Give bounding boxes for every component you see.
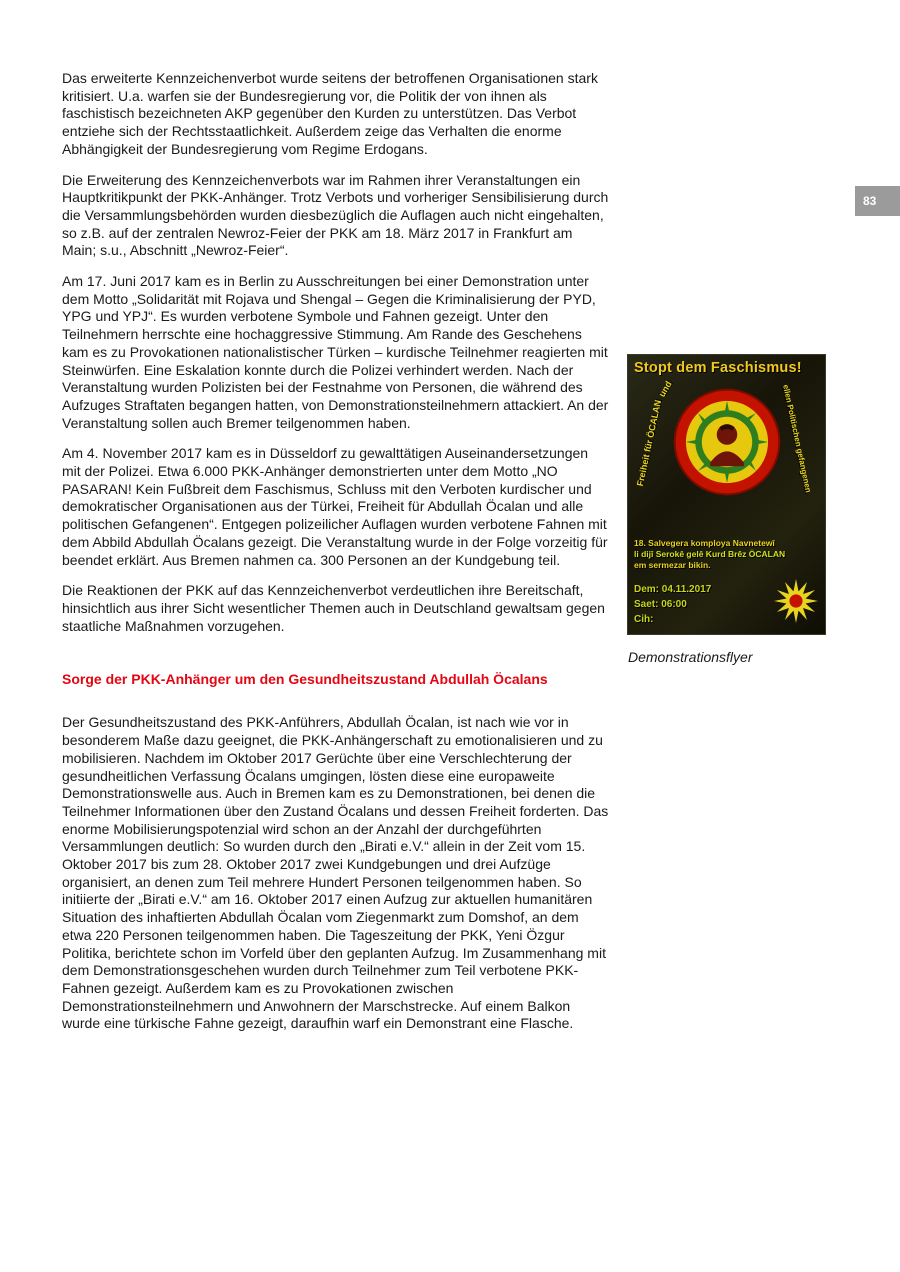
flyer-caption: Demonstrationsflyer	[628, 649, 753, 665]
flyer-title: Stopt dem Faschismus!	[634, 360, 802, 376]
flyer-text-line: em sermezar bikin.	[634, 560, 711, 570]
body-paragraph: Die Erweiterung des Kennzeichenverbots war im Rahmen ihrer Veranstaltungen ein Hauptkritikpunkt der PKK-Anhänger. Trotz Verbots und vorheriger Sensibilisierung durch die Versammlungsbehörden wurden diesbezüglich die Auflagen auch nicht eingehalten, so z.B. auf der zentralen Newroz-Feier der PKK am 18. März 2017 in Frankfurt am Main; s.u., Abschnitt „Newroz-Feier“.	[62, 171, 609, 259]
flyer-announcement-text	[634, 538, 785, 571]
flyer-text-line: 18. Salvegera komploya Navnetewî	[634, 538, 775, 548]
flyer-place: Cih:	[634, 614, 654, 625]
main-text-column	[62, 70, 610, 1046]
flyer-time: Saet: 06:00	[634, 599, 687, 610]
demonstration-flyer	[627, 354, 826, 635]
page-number: 83	[863, 194, 877, 208]
body-paragraph: Die Reaktionen der PKK auf das Kennzeichenverbot verdeutlichen ihre Bereitschaft, hinsichtlich aus ihrer Sicht wesentlicher Themen auch in Deutschland gewaltsam gegen staatliche Maßnahmen vorzugehen.	[62, 582, 605, 634]
body-paragraph: Am 17. Juni 2017 kam es in Berlin zu Ausschreitungen bei einer Demonstration unter dem Motto „Solidarität mit Rojava und Shengal – Gegen die Kriminalisierung der PYD, YPG und YPJ“. Es wurden verbotene Symbole und Fahnen gezeigt. Unter den Teilnehmern herrschte eine hochaggressive Stimmung. Am Rande des Geschehens kam es zu Provokationen nationalistischer Türken – kurdische Teilnehmer reagierten mit Steinwürfen. Eine Eskalation konnte durch die Polizei verhindert werden. Nach der Veranstaltung wurden Polizisten bei der Festnahme von Personen, die während des Aufzuges Straftaten begangen hatten, von Demonstrationsteilnehmern attackiert. An der Veranstaltung sollen auch Bremer teilgenommen haben.	[62, 273, 609, 431]
flyer-date: Dem: 04.11.2017	[634, 584, 712, 595]
flyer-text-line: li dijî Serokê gelê Kurd Brêz ÖCALAN	[634, 549, 786, 559]
flyer-side-text-right: ellen Politischen gefangenen	[781, 383, 813, 494]
page-number-tab	[855, 186, 900, 216]
sun-star-icon	[774, 579, 818, 623]
section-heading: Sorge der PKK-Anhänger um den Gesundheitszustand Abdullah Öcalans	[62, 671, 548, 688]
body-paragraph: Der Gesundheitszustand des PKK-Anführers, Abdullah Öcalan, ist nach wie vor in besonderem Maße dazu geeignet, die PKK-Anhängerschaft zu emotionalisieren und zu mobilisieren. Nachdem im Oktober 2017 Gerüchte über eine Verschlechterung der gesundheitlichen Verfassung Öcalans umgingen, lösten diese eine europaweite Demonstrationswelle aus. Auch in Bremen kam es zu Demonstrationen, bei denen die Teilnehmer Informationen über den Zustand Öcalans und dessen Freiheit forderten. Das enorme Mobilisierungspotenzial wird schon an der Anzahl der durchgeführten Versammlungen deutlich: So wurden durch den „Birati e.V.“ allein in der Zeit vom 15. Oktober 2017 bis zum 28. Oktober 2017 zwei Kundgebungen und drei Aufzüge organisiert, an denen zum Teil mehrere Hundert Personen teilgenommen haben. So initiierte der „Birati e.V.“ am 16. Oktober 2017 einen Aufzug zur aktuellen humanitären Situation des inhaftierten Abdullah Öcalan vom Ziegenmarkt zum Domshof, an dem etwa 220 Personen teilgenommen haben. Die Tageszeitung der PKK, Yeni Özgur Politika, berichtete schon im Vorfeld über den geplanten Aufzug. Im Zusammenhang mit dem Demonstrationsgeschehen wurden durch Teilnehmer zum Teil verbotene PKK-Fahnen gezeigt. Außerdem kam es zu Provokationen zwischen Demonstrationsteilnehmern und Anwohnern der Marschstrecke. Auf einem Balkon wurde eine türkische Fahne gezeigt, daraufhin warf ein Demonstrant eine Flasche.	[62, 714, 609, 1032]
emblem-graphic	[671, 386, 783, 498]
flyer-meta	[634, 582, 711, 627]
flyer-side-text-left: Freiheit für ÖCALAN	[634, 398, 664, 488]
body-paragraph: Das erweiterte Kennzeichenverbot wurde seitens der betroffenen Organisationen stark kritisiert. U.a. warfen sie der Bundesregierung vor, die Politik der von ihnen als faschistisch bezeichneten AKP gegenüber den Kurden zu unterstützen. Das Verbot entziehe sich der Rechtsstaatlichkeit. Außerdem zeige das Verhalten die enorme Abhängigkeit der Bundesregierung vom Regime Erdogans.	[62, 70, 598, 157]
body-paragraph: Am 4. November 2017 kam es in Düsseldorf zu gewalttätigen Auseinandersetzungen mit der Polizei. Etwa 6.000 PKK-Anhänger demonstrierten unter dem Motto „NO PASARAN! Kein Fußbreit dem Faschismus, Schluss mit den Verboten kurdischer und demokratischer Organisationen aus der Türkei, Freiheit für Abdullah Öcalan und alle politischen Gefangenen“. Entgegen polizeilicher Auflagen wurden verbotene Fahnen mit dem Abbild Abdullah Öcalans gezeigt. Die Veranstaltung wurde in der Folge vorzeitig für beendet erklärt. Aus Bremen nahmen ca. 300 Personen an der Kundgebung teil.	[62, 445, 608, 568]
oecalan-emblem	[671, 386, 783, 498]
flyer-side-text-und: und	[656, 379, 674, 399]
